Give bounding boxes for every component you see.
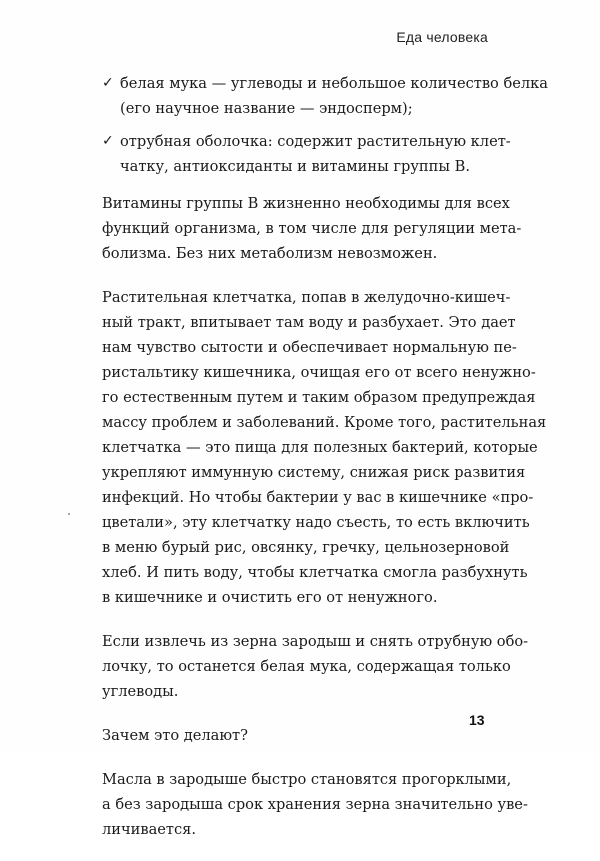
text-line: ный тракт, впитывает там воду и разбухает. Это дает [102, 314, 516, 331]
text-line: нам чувство сытости и обеспечивает нормальную пе- [102, 339, 517, 356]
running-header: Еда человека [396, 29, 488, 45]
text-line: отрубная оболочка: содержит растительную клет- [120, 133, 511, 150]
text-line: массу проблем и заболеваний. Кроме того, растительная [102, 414, 547, 431]
bullet-list [102, 71, 548, 179]
text-line: личивается. [102, 821, 197, 838]
text-line: (его научное название — эндосперм); [120, 100, 413, 117]
text-line: цветали», эту клетчатку надо съесть, то есть включить [102, 514, 530, 531]
text-line: функций организма, в том числе для регуляции мета- [102, 220, 522, 237]
bullet-item [102, 71, 548, 121]
text-line: хлеб. И пить воду, чтобы клетчатка смогла разбухнуть [102, 564, 528, 581]
text-line: белая мука — углеводы и небольшое количество белка [120, 75, 548, 92]
text-line: а без зародыша срок хранения зерна значительно уве- [102, 796, 528, 813]
text-line: укрепляют иммунную систему, снижая риск развития [102, 464, 526, 481]
text-line: Масла в зародыше быстро становятся прогорклыми, [102, 771, 512, 788]
text-line: лочку, то останется белая мука, содержащая только [102, 658, 511, 675]
text-line: инфекций. Но чтобы бактерии у вас в кишечнике «про- [102, 489, 534, 506]
text-line: клетчатка — это пища для полезных бактерий, которые [102, 439, 538, 456]
text-line: углеводы. [102, 683, 179, 700]
check-icon: ✓ [102, 133, 114, 149]
paragraph-fiber [102, 285, 547, 610]
paragraph-white-flour [102, 629, 529, 704]
page-number: 13 [469, 712, 485, 728]
body-text [102, 71, 548, 861]
text-line: Растительная клетчатка, попав в желудочно-кишеч- [102, 289, 511, 306]
bullet-item [102, 129, 511, 179]
text-line: го естественным путем и таким образом предупреждая [102, 389, 536, 406]
text-line: Зачем это делают? [102, 727, 248, 744]
text-line: ристальтику кишечника, очищая его от всего ненужно- [102, 364, 536, 381]
check-icon: ✓ [102, 75, 114, 91]
text-line: болизма. Без них метаболизм невозможен. [102, 245, 438, 262]
paragraph-vitamins [102, 191, 522, 266]
text-line: Если извлечь из зерна зародыш и снять отрубную обо- [102, 633, 529, 650]
text-line: Витамины группы В жизненно необходимы для всех [102, 195, 510, 212]
scan-speck [68, 513, 70, 515]
paragraph-question [102, 723, 500, 748]
text-line: в меню бурый рис, овсянку, гречку, цельнозерновой [102, 539, 510, 556]
text-line: в кишечнике и очистить его от ненужного. [102, 589, 438, 606]
paragraph-oils [102, 767, 528, 842]
text-line: чатку, антиоксиданты и витамины группы В. [120, 158, 470, 175]
